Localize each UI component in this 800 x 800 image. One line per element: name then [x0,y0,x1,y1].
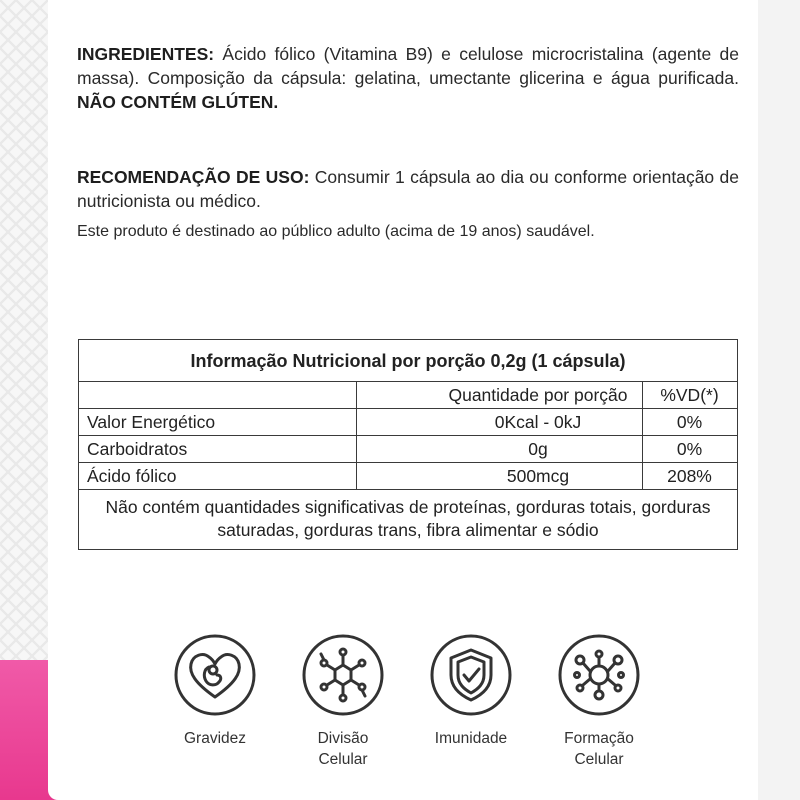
table-row [79,409,737,436]
recommendation-heading: RECOMENDAÇÃO DE USO: [77,167,310,187]
nutrient-vd: 0% [676,439,703,459]
benefit-label: Gravidez [183,730,247,747]
right-edge-decoration [758,0,800,800]
nutrient-quantity: 500mcg [506,466,570,486]
nutrition-title: Informação Nutricional por porção 0,2g (1 cápsula) [79,340,737,382]
shield-check-icon [429,633,513,717]
cell-network-icon [557,633,641,717]
nutrient-quantity: 0g [528,439,548,459]
nutrient-name: Ácido fólico [87,466,177,486]
nutrient-name: Carboidratos [87,439,188,459]
benefit-cell-formation [534,633,664,770]
nutrient-quantity: 0Kcal - 0kJ [494,412,582,432]
benefit-cell-division [278,633,408,770]
table-row [79,436,737,463]
quantity-header: Quantidade por porção [448,385,628,405]
nutrition-table [78,339,738,550]
nutrient-name: Valor Energético [87,412,216,432]
recommendation-paragraph [77,165,739,213]
left-pattern-decoration [0,0,48,660]
recommendation-text: Consumir 1 cápsula ao dia ou conforme orientação de nutricionista ou médico. [77,167,739,211]
table-header-row [79,382,737,409]
ingredients-paragraph [77,42,739,114]
molecule-icon [301,633,385,717]
vd-header: %VD(*) [660,385,719,405]
benefit-label: Divisão Celular [317,730,369,768]
nutrition-footnote: Não contém quantidades significativas de proteínas, gorduras totais, gorduras saturadas, gorduras trans, fibra alimentar e sódio [105,497,711,540]
ingredients-heading: INGREDIENTES: [77,44,215,64]
benefit-label: Imunidade [434,730,508,747]
benefit-pregnancy [150,633,280,749]
ingredients-text: Ácido fólico (Vitamina B9) e celulose microcristalina (agente de massa). Composição da cápsula: gelatina, umectante glicerina e água purificada. [77,44,739,88]
audience-note: Este produto é destinado ao público adulto (acima de 19 anos) saudável. [77,223,595,240]
nutrient-vd: 0% [676,412,703,432]
table-row [79,463,737,490]
benefit-immunity [406,633,536,749]
benefit-label: Formação Celular [564,730,634,768]
gluten-free-notice: NÃO CONTÉM GLÚTEN. [77,92,279,112]
pregnancy-heart-icon [173,633,257,717]
nutrient-vd: 208% [667,466,712,486]
